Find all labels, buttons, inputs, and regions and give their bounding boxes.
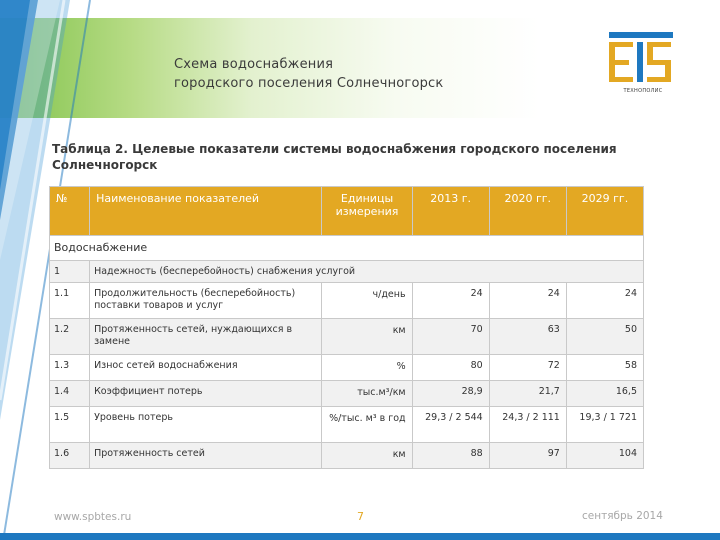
row-name: Уровень потерь (90, 407, 322, 443)
row-value-2020: 21,7 (489, 381, 566, 407)
row-unit: км (322, 319, 412, 355)
table-header-row (50, 187, 644, 236)
table-row (50, 381, 644, 407)
row-value-2020: 63 (489, 319, 566, 355)
row-value-2013: 24 (412, 283, 489, 319)
table-row (50, 261, 644, 283)
footer-date: сентябрь 2014 (582, 510, 663, 522)
row-index: 1.2 (50, 319, 90, 355)
row-value-2020: 24,3 / 2 111 (489, 407, 566, 443)
table-row (50, 355, 644, 381)
header-name: Наименование показателей (90, 187, 322, 236)
row-unit: км (322, 443, 412, 469)
row-name: Протяженность сетей, нуждающихся в замене (90, 319, 322, 355)
row-name: Надежность (бесперебойность) снабжения услугой (90, 261, 644, 283)
row-index: 1.1 (50, 283, 90, 319)
row-value-2013: 80 (412, 355, 489, 381)
row-value-2013: 29,3 / 2 544 (412, 407, 489, 443)
row-value-2029: 58 (566, 355, 643, 381)
row-index: 1.6 (50, 443, 90, 469)
table-row (50, 407, 644, 443)
indicators-table (49, 186, 644, 469)
header-2020: 2020 гг. (489, 187, 566, 236)
row-unit: ч/день (322, 283, 412, 319)
row-value-2013: 88 (412, 443, 489, 469)
section-label: Водоснабжение (50, 236, 644, 261)
row-value-2020: 97 (489, 443, 566, 469)
row-unit: %/тыс. м³ в год (322, 407, 412, 443)
header-unit: Единицы измерения (322, 187, 412, 236)
row-value-2013: 28,9 (412, 381, 489, 407)
row-value-2029: 16,5 (566, 381, 643, 407)
header-number: № (50, 187, 90, 236)
table-row (50, 283, 644, 319)
footer-line (0, 533, 720, 540)
page-number: 7 (357, 510, 364, 523)
row-value-2013: 70 (412, 319, 489, 355)
row-value-2029: 19,3 / 1 721 (566, 407, 643, 443)
row-index: 1.3 (50, 355, 90, 381)
row-index: 1.5 (50, 407, 90, 443)
row-value-2029: 104 (566, 443, 643, 469)
row-value-2020: 24 (489, 283, 566, 319)
row-value-2029: 24 (566, 283, 643, 319)
row-name: Продолжительность (бесперебойность) поставки товаров и услуг (90, 283, 322, 319)
section-row (50, 236, 644, 261)
row-unit: тыс.м³/км (322, 381, 412, 407)
header-2029: 2029 гг. (566, 187, 643, 236)
page-title (174, 55, 594, 93)
title-line-1: Схема водоснабжения (174, 57, 334, 72)
row-name: Коэффициент потерь (90, 381, 322, 407)
row-unit: % (322, 355, 412, 381)
table-row (50, 443, 644, 469)
table-row (50, 319, 644, 355)
logo-caption: ТЕХНОПОЛИС (623, 88, 663, 94)
title-line-2: городского поселения Солнечногорск (174, 76, 444, 91)
row-index: 1 (50, 261, 90, 283)
row-index: 1.4 (50, 381, 90, 407)
row-name: Протяженность сетей (90, 443, 322, 469)
table-caption: Таблица 2. Целевые показатели системы водоснабжения городского поселения Солнечногорск (52, 142, 617, 172)
row-value-2020: 72 (489, 355, 566, 381)
row-name: Износ сетей водоснабжения (90, 355, 322, 381)
row-value-2029: 50 (566, 319, 643, 355)
footer-site-link[interactable]: www.spbtes.ru (54, 511, 132, 523)
header-2013: 2013 г. (412, 187, 489, 236)
